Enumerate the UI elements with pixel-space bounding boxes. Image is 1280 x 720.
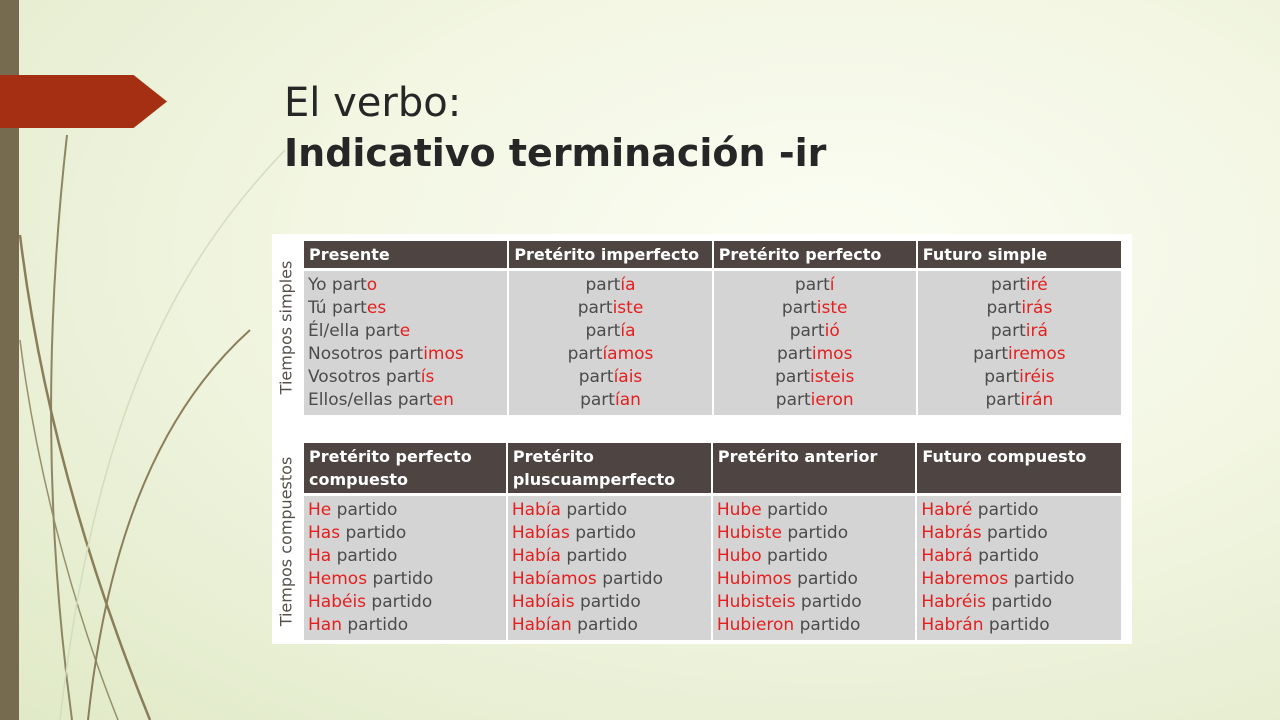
form: Habíamos partido [511, 569, 663, 589]
form: Hube partido [716, 500, 828, 520]
form: Habían partido [511, 615, 638, 635]
header-preterito-imperfecto: Pretérito imperfecto [509, 241, 711, 271]
title-accent-arrow [0, 75, 167, 128]
form: Nosotros partimos [308, 344, 464, 364]
header-preterito-perfecto: Pretérito perfecto [714, 241, 916, 271]
form: partimos [777, 344, 853, 364]
form: partiste [781, 298, 848, 318]
form: partió [789, 321, 840, 341]
form: Habré partido [921, 500, 1039, 520]
form: partirás [986, 298, 1053, 318]
form: Ellos/ellas parten [308, 390, 454, 410]
form: partirá [990, 321, 1048, 341]
form: partiste [577, 298, 644, 318]
form: partí [794, 275, 835, 295]
form: Hubo partido [716, 546, 828, 566]
header-preterito-perfecto-compuesto: Pretérito perfecto compuesto [304, 443, 506, 496]
form: Habrá partido [921, 546, 1039, 566]
form: Hubisteis partido [716, 592, 862, 612]
header-preterito-anterior: Pretérito anterior [713, 443, 915, 496]
form: partían [580, 390, 641, 410]
header-futuro-simple: Futuro simple [918, 241, 1121, 271]
col-preterito-anterior [713, 496, 915, 640]
form: Habéis partido [308, 592, 433, 612]
form: Yo parto [308, 275, 378, 295]
col-futuro-simple [918, 271, 1121, 415]
form: partiremos [973, 344, 1066, 364]
form: partía [585, 275, 636, 295]
form: Habrás partido [921, 523, 1048, 543]
form: Tú partes [308, 298, 387, 318]
form: Él/ella parte [308, 321, 411, 341]
section-label-compuestos: Tiempos compuestos [276, 456, 296, 626]
form: Han partido [308, 615, 409, 635]
section-label-simples: Tiempos simples [276, 260, 296, 395]
form: partía [585, 321, 636, 341]
form: partiré [991, 275, 1048, 295]
col-preterito-perfecto-compuesto [304, 496, 506, 640]
form: Habréis partido [921, 592, 1053, 612]
col-futuro-compuesto [917, 496, 1121, 640]
form: Ha partido [308, 546, 398, 566]
slide-title [284, 78, 826, 178]
form: He partido [308, 500, 398, 520]
col-preterito-imperfecto [509, 271, 711, 415]
header-presente: Presente [304, 241, 507, 271]
form: Habías partido [511, 523, 637, 543]
form: partirán [985, 390, 1054, 410]
form: Habrán partido [921, 615, 1050, 635]
header-futuro-compuesto: Futuro compuesto [917, 443, 1121, 496]
form: Hubimos partido [716, 569, 858, 589]
form: partieron [775, 390, 854, 410]
form: partíamos [567, 344, 654, 364]
form: Había partido [511, 500, 628, 520]
form: Vosotros partís [308, 367, 435, 387]
form: Hubieron partido [716, 615, 861, 635]
form: Hubiste partido [716, 523, 849, 543]
col-preterito-perfecto [714, 271, 916, 415]
compound-tenses-table [302, 443, 1123, 640]
col-preterito-pluscuamperfecto [508, 496, 711, 640]
title-line-2: Indicativo terminación -ir [284, 131, 827, 175]
form: Hemos partido [308, 569, 434, 589]
header-preterito-pluscuamperfecto: Pretérito pluscuamperfecto [508, 443, 711, 496]
form: Habíais partido [511, 592, 641, 612]
form: Habremos partido [921, 569, 1075, 589]
form: Has partido [308, 523, 407, 543]
title-line-1: El verbo: [284, 80, 462, 126]
simple-tenses-table [302, 241, 1123, 415]
form: partisteis [775, 367, 855, 387]
form: partíais [578, 367, 643, 387]
form: partiréis [984, 367, 1055, 387]
col-presente [304, 271, 507, 415]
form: Había partido [511, 546, 628, 566]
